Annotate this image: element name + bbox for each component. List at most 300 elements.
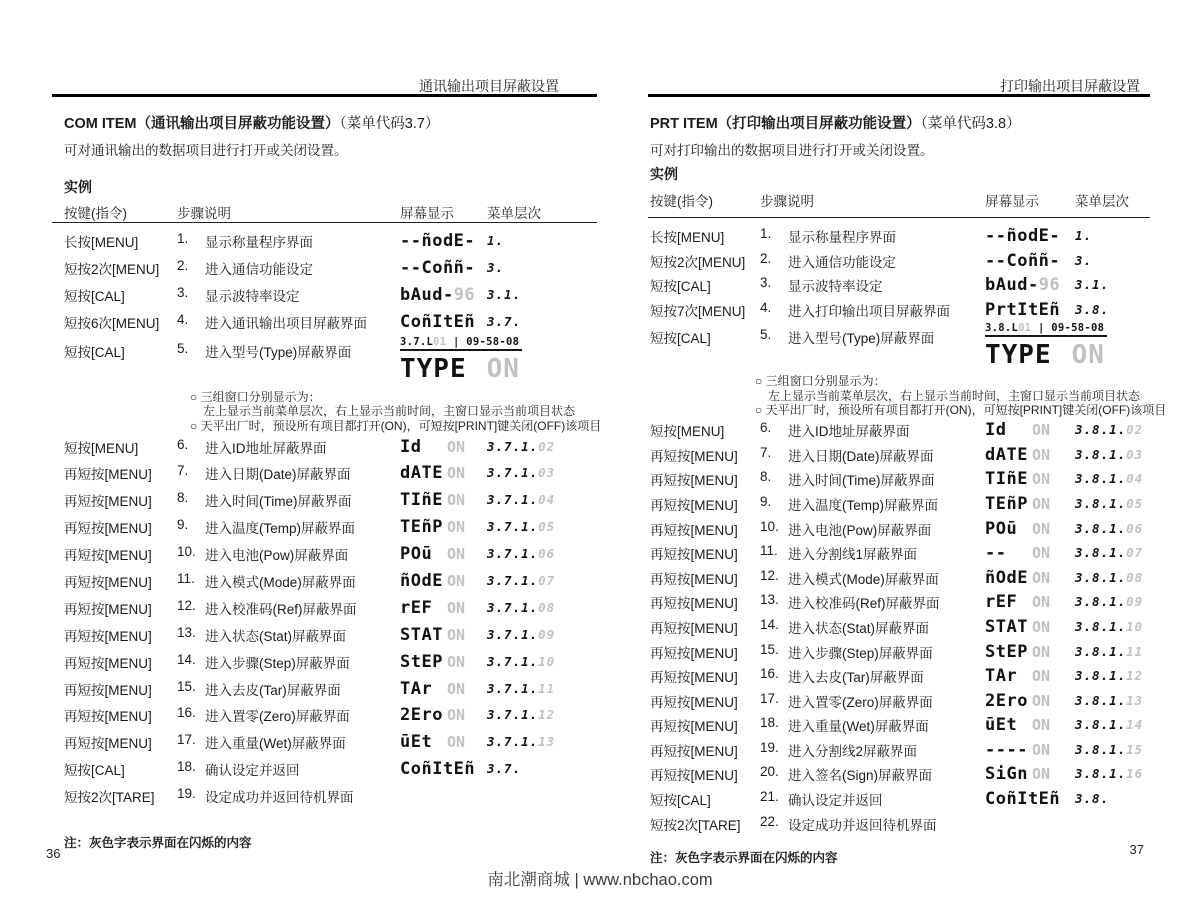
lcd-segment: 3.8.L	[985, 322, 1019, 335]
menu-code	[487, 546, 555, 561]
lcd-item-name: POū	[985, 518, 1018, 539]
display-cell	[400, 336, 609, 384]
lcd-segment: --ñodE-	[985, 226, 1061, 247]
step-cell	[177, 786, 400, 806]
key-command-cell: 长按[MENU]	[650, 230, 725, 246]
lcd-display	[985, 666, 1050, 686]
menu-code-base: 3.8.1.	[1075, 471, 1127, 487]
lcd-segment: --ñodE-	[400, 231, 476, 252]
menu-level-cell	[1075, 301, 1152, 319]
menu-level-cell	[487, 313, 609, 331]
section-intro: 可对打印输出的数据项目进行打开或关闭设置。	[650, 143, 934, 158]
step-number: 5.	[760, 327, 772, 343]
table-row	[64, 675, 597, 702]
table-row	[650, 442, 1150, 467]
menu-code	[487, 734, 555, 749]
step-number: 9.	[177, 517, 189, 533]
lcd-display	[400, 732, 465, 752]
display-cell	[400, 463, 487, 483]
menu-code	[1075, 471, 1143, 486]
table-row	[650, 516, 1150, 541]
lcd-segment: TYPE	[400, 353, 467, 384]
menu-level-cell	[1075, 495, 1152, 513]
menu-code-blink: 07	[1126, 545, 1144, 561]
table-row	[64, 433, 597, 460]
step-number: 1.	[177, 231, 189, 247]
menu-code-base: 3.7.1.	[487, 546, 539, 562]
display-cell	[985, 300, 1075, 320]
lcd-segment: PrtItEñ	[985, 300, 1061, 321]
step-text: 设定成功并返回待机界面	[788, 817, 937, 833]
lcd-display	[985, 300, 1060, 320]
step-number: 3.	[760, 275, 772, 291]
lcd-display	[985, 445, 1050, 465]
step-cell	[760, 300, 985, 320]
lcd-on-state: ON	[1032, 667, 1051, 686]
step-text: 显示波特率设定	[205, 289, 300, 305]
blinking-segment: 01	[1018, 322, 1032, 335]
step-number: 6.	[760, 420, 772, 436]
header-rule	[648, 94, 1150, 97]
display-cell	[985, 251, 1075, 271]
key-command-cell: 再短按[MENU]	[64, 521, 152, 537]
key-command-cell: 短按[MENU]	[650, 424, 725, 440]
table-row	[64, 336, 597, 390]
step-number: 17.	[760, 690, 779, 706]
col-key: 按键(指令)	[64, 206, 127, 221]
table-row	[650, 565, 1150, 590]
table-row	[650, 762, 1150, 787]
menu-code	[487, 707, 555, 722]
menu-code	[1075, 668, 1143, 683]
table-row	[650, 467, 1150, 492]
lcd-item-name: POū	[400, 544, 433, 565]
lcd-on-state: ON	[1032, 568, 1051, 587]
lcd-display	[400, 571, 465, 591]
lcd-on-state: ON	[1032, 740, 1051, 759]
menu-code	[487, 519, 555, 534]
step-cell	[177, 258, 400, 278]
lcd-display	[985, 251, 1060, 271]
menu-code-blink: 04	[1126, 471, 1144, 487]
display-cell	[400, 231, 487, 251]
menu-level-cell	[487, 680, 609, 698]
step-number: 19.	[177, 786, 196, 802]
step-text: 进入状态(Stat)屏蔽界面	[788, 620, 930, 636]
menu-code-blink: 06	[1126, 520, 1144, 536]
key-command-cell: 再短按[MENU]	[650, 670, 738, 686]
menu-level-cell	[1075, 569, 1152, 587]
menu-level-cell	[487, 491, 609, 509]
key-command-cell: 再短按[MENU]	[64, 655, 152, 671]
table-row	[64, 228, 597, 255]
col-display: 屏幕显示	[400, 206, 454, 221]
step-text: 进入状态(Stat)屏蔽界面	[205, 628, 347, 644]
lcd-item-name: ūEt	[400, 732, 433, 753]
menu-code-blink: 02	[538, 438, 556, 454]
display-cell	[400, 598, 487, 618]
menu-level-cell	[1075, 421, 1152, 439]
step-text: 进入校准码(Ref)屏蔽界面	[205, 601, 357, 617]
section-title-bold: COM ITEM（通讯输出项目屏蔽功能设置）	[64, 116, 340, 132]
step-cell	[177, 490, 400, 510]
display-cell	[400, 759, 487, 779]
step-text: 进入重量(Wet)屏蔽界面	[205, 736, 346, 752]
section-title-bold: PRT ITEM（打印输出项目屏蔽功能设置）	[650, 116, 921, 132]
display-cell	[985, 666, 1075, 686]
step-text: 显示称量程序界面	[205, 235, 313, 251]
step-cell	[177, 517, 400, 537]
step-text: 进入置零(Zero)屏蔽界面	[205, 709, 350, 725]
key-command-cell: 再短按[MENU]	[64, 548, 152, 564]
step-text: 进入ID地址屏蔽界面	[205, 440, 327, 456]
key-command-cell: 短按2次[MENU]	[64, 262, 160, 278]
lcd-display	[985, 568, 1050, 588]
key-command-cell: 再短按[MENU]	[64, 736, 152, 752]
step-cell	[177, 336, 400, 361]
table-header-rule	[52, 222, 597, 223]
menu-code-blink: 13	[538, 734, 556, 750]
table-row	[64, 514, 597, 541]
step-number: 14.	[760, 616, 779, 632]
step-number: 13.	[760, 592, 779, 608]
display-cell	[400, 705, 487, 725]
col-key: 按键(指令)	[650, 194, 713, 209]
menu-level-cell	[487, 626, 609, 644]
key-command-cell: 再短按[MENU]	[650, 547, 738, 563]
menu-code-base: 3.8.1.	[1075, 520, 1127, 536]
display-cell	[400, 544, 487, 564]
table-row	[650, 738, 1150, 763]
page-37	[648, 0, 1167, 906]
menu-code-base: 3.7.1.	[487, 680, 539, 696]
lcd-item-name: STAT	[400, 624, 443, 645]
lcd-display	[985, 592, 1050, 612]
menu-level-cell	[1075, 227, 1152, 245]
lcd-display	[985, 494, 1050, 514]
lcd-item-name: Id	[985, 420, 1007, 441]
example-label: 实例	[650, 166, 678, 182]
menu-level-cell	[487, 653, 609, 671]
menu-level-cell	[1075, 667, 1152, 685]
lcd-item-name: ñOdE	[400, 570, 443, 591]
step-number: 11.	[760, 543, 778, 559]
menu-code	[1075, 717, 1143, 732]
lcd-item-name: TAr	[985, 666, 1018, 687]
note-line: ○ 三组窗口分别显示为：	[755, 374, 886, 389]
display-cell	[985, 275, 1075, 295]
menu-code-blink: 10	[538, 653, 556, 669]
running-header: 打印输出项目屏蔽设置	[1000, 78, 1140, 94]
lcd-item-name: TEñP	[985, 493, 1028, 514]
display-cell	[400, 312, 487, 332]
table-row	[64, 541, 597, 568]
menu-level-cell	[1075, 741, 1152, 759]
lcd-main-display	[400, 354, 609, 384]
lcd-item-name: StEP	[985, 641, 1028, 662]
menu-code	[487, 260, 504, 275]
lcd-on-state: ON	[447, 518, 466, 537]
key-command-cell: 短按2次[TARE]	[64, 790, 155, 806]
step-number: 4.	[760, 300, 772, 316]
step-text: 进入型号(Type)屏蔽界面	[788, 331, 935, 347]
menu-code-base: 3.7.1.	[487, 438, 539, 454]
key-command-cell: 短按[CAL]	[650, 331, 711, 347]
step-cell	[177, 463, 400, 483]
menu-code-base: 3.8.1.	[1075, 692, 1127, 708]
menu-code-blink: 10	[1126, 618, 1144, 634]
lcd-display	[985, 226, 1060, 246]
menu-level-cell	[487, 733, 609, 751]
menu-code-base: 3.7.1.	[487, 653, 539, 669]
menu-code-base: 3.	[1075, 252, 1093, 268]
step-cell	[760, 251, 985, 271]
key-command-cell: 再短按[MENU]	[650, 448, 738, 464]
table-row	[650, 224, 1150, 249]
menu-code	[487, 314, 521, 329]
note-line: ○ 天平出厂时，预设所有项目都打开(ON)，可短按[PRINT]键关闭(OFF)该项目	[755, 403, 1167, 418]
menu-code-blink: 03	[538, 465, 556, 481]
step-text: 进入通讯输出项目屏蔽界面	[205, 316, 367, 332]
table-header	[650, 190, 1150, 210]
menu-code	[1075, 545, 1143, 560]
lcd-display	[985, 715, 1050, 735]
key-command-cell: 再短按[MENU]	[64, 682, 152, 698]
step-text: 进入ID地址屏蔽界面	[788, 424, 910, 440]
gray-text-note: 注：灰色字表示界面在闪烁的内容	[650, 851, 838, 865]
key-command-cell: 再短按[MENU]	[650, 620, 738, 636]
table-row	[64, 756, 597, 783]
lcd-item-name: rEF	[985, 592, 1018, 613]
step-number: 9.	[760, 493, 772, 509]
section-title-code: （菜单代码3.8）	[920, 116, 1021, 132]
lcd-on-state: ON	[447, 706, 466, 725]
key-command-cell: 短按6次[MENU]	[64, 316, 160, 332]
key-command-cell: 短按[CAL]	[64, 344, 125, 360]
menu-code	[1075, 594, 1143, 609]
lcd-display	[985, 519, 1050, 539]
display-cell	[985, 691, 1075, 711]
lcd-item-name: Id	[400, 436, 422, 457]
step-cell	[760, 814, 985, 834]
lcd-display	[985, 543, 1050, 563]
menu-code-base: 3.7.1.	[487, 626, 539, 642]
step-cell	[760, 322, 985, 347]
lcd-display	[985, 789, 1060, 809]
table-row	[650, 590, 1150, 615]
step-number: 19.	[760, 739, 779, 755]
lcd-item-name: 2Ero	[400, 705, 443, 726]
lcd-display	[985, 420, 1050, 440]
lcd-segment: CoñItEñ	[400, 759, 476, 780]
step-cell	[760, 226, 985, 246]
step-text: 确认设定并返回	[788, 793, 883, 809]
menu-code-blink: 13	[1126, 692, 1144, 708]
menu-code	[487, 492, 555, 507]
display-cell	[400, 679, 487, 699]
menu-code-base: 3.8.1.	[1075, 668, 1127, 684]
lcd-item-name: TAr	[400, 678, 433, 699]
display-cell	[400, 625, 487, 645]
step-number: 8.	[760, 469, 772, 485]
step-number: 10.	[177, 544, 196, 560]
step-cell	[760, 445, 985, 465]
menu-level-cell	[1075, 790, 1152, 808]
lcd-on-state: ON	[1032, 544, 1051, 563]
key-command-cell: 再短按[MENU]	[64, 494, 152, 510]
menu-code-base: 3.7.1.	[487, 707, 539, 723]
step-text: 进入电池(Pow)屏蔽界面	[205, 548, 349, 564]
step-text: 进入步骤(Step)屏蔽界面	[205, 655, 350, 671]
lcd-segment: |	[1031, 322, 1052, 335]
lcd-on-state: ON	[1032, 691, 1051, 710]
table-row	[650, 298, 1150, 323]
menu-code	[1075, 644, 1143, 659]
display-cell	[985, 445, 1075, 465]
step-number: 15.	[177, 678, 196, 694]
display-cell	[985, 519, 1075, 539]
step-cell	[760, 592, 985, 612]
site-footer: 南北潮商城 | www.nbchao.com	[487, 871, 713, 889]
gray-text-note: 注：灰色字表示界面在闪烁的内容	[64, 836, 252, 850]
step-number: 3.	[177, 285, 189, 301]
lcd-segment: 09-58-08	[1051, 322, 1105, 335]
menu-code	[487, 600, 555, 615]
step-text: 显示波特率设定	[788, 279, 883, 295]
display-cell	[985, 226, 1075, 246]
lcd-item-name: dATE	[985, 444, 1028, 465]
lcd-display	[400, 437, 465, 457]
menu-code-base: 3.8.1.	[1075, 495, 1127, 511]
display-cell	[985, 789, 1075, 809]
menu-level-cell	[487, 286, 609, 304]
key-command-cell: 再短按[MENU]	[650, 768, 738, 784]
menu-code-blink: 16	[1126, 766, 1144, 782]
menu-code-base: 3.8.1.	[1075, 569, 1127, 585]
menu-level-cell	[1075, 544, 1152, 562]
menu-code	[1075, 791, 1109, 806]
section-title	[64, 112, 439, 133]
menu-code	[1075, 570, 1143, 585]
key-command-cell: 短按7次[MENU]	[650, 304, 746, 320]
step-cell	[760, 789, 985, 809]
menu-level-cell	[1075, 643, 1152, 661]
lcd-display	[400, 258, 475, 278]
lcd-segment: CoñItEñ	[985, 789, 1061, 810]
step-cell	[760, 519, 985, 539]
step-cell	[177, 598, 400, 618]
key-command-cell: 再短按[MENU]	[64, 467, 152, 483]
menu-code-base: 3.8.1.	[1075, 643, 1127, 659]
step-text: 进入重量(Wet)屏蔽界面	[788, 719, 929, 735]
step-text: 进入分割线2屏蔽界面	[788, 743, 918, 759]
example-label: 实例	[64, 179, 92, 195]
step-cell	[177, 544, 400, 564]
lcd-on-state: ON	[1032, 593, 1051, 612]
table-row	[64, 282, 597, 309]
step-cell	[760, 740, 985, 760]
step-number: 6.	[177, 436, 189, 452]
menu-level-cell	[487, 464, 609, 482]
display-cell	[985, 543, 1075, 563]
lcd-segment: bAud-	[985, 275, 1039, 296]
menu-code-base: 3.7.	[487, 314, 522, 330]
steps-table	[64, 228, 602, 810]
step-cell	[177, 732, 400, 752]
table-row	[650, 492, 1150, 517]
step-text: 进入步骤(Step)屏蔽界面	[788, 645, 933, 661]
lcd-on-state: ON	[1032, 765, 1051, 784]
step-text: 进入打印输出项目屏蔽界面	[788, 304, 950, 320]
table-row	[64, 487, 597, 514]
note-line: 左上显示当前菜单层次，右上显示当前时间，主窗口显示当前项目状态	[203, 404, 576, 419]
step-text: 进入型号(Type)屏蔽界面	[205, 344, 352, 360]
step-cell	[177, 437, 400, 457]
lcd-on-state: ON	[1032, 642, 1051, 661]
menu-code-base: 3.7.	[487, 761, 522, 777]
display-cell	[400, 285, 487, 305]
table-row	[650, 615, 1150, 640]
step-number: 10.	[760, 518, 779, 534]
step-cell	[177, 759, 400, 779]
lcd-segment: 09-58-08	[466, 335, 520, 348]
lcd-item-name: StEP	[400, 651, 443, 672]
step-number: 15.	[760, 641, 779, 657]
key-command-cell: 再短按[MENU]	[650, 473, 738, 489]
lcd-on-state: ON	[447, 733, 466, 752]
lcd-main-display	[985, 340, 1152, 370]
table-row	[650, 273, 1150, 298]
step-cell	[760, 666, 985, 686]
menu-code	[1075, 521, 1143, 536]
menu-code-base: 3.8.	[1075, 302, 1110, 318]
step-cell	[760, 494, 985, 514]
menu-level-cell	[1075, 692, 1152, 710]
table-row	[650, 811, 1150, 836]
key-command-cell: 短按2次[TARE]	[650, 817, 741, 833]
step-number: 16.	[760, 666, 779, 682]
lcd-on-state: ON	[1032, 494, 1051, 513]
section-title-code: （菜单代码3.7）	[339, 116, 440, 132]
step-cell	[760, 420, 985, 440]
lcd-display	[400, 652, 465, 672]
key-command-cell: 再短按[MENU]	[64, 709, 152, 725]
step-number: 11.	[177, 570, 195, 586]
menu-code	[1075, 766, 1143, 781]
lcd-display	[985, 469, 1050, 489]
menu-level-cell	[487, 599, 609, 617]
step-cell	[760, 469, 985, 489]
menu-level-cell	[487, 518, 609, 536]
menu-code	[487, 761, 521, 776]
menu-level-cell	[487, 572, 609, 590]
step-text: 进入日期(Date)屏蔽界面	[788, 448, 934, 464]
lcd-on-state: ON	[447, 571, 466, 590]
lcd-display	[400, 517, 465, 537]
note-line: ○ 天平出厂时，预设所有项目都打开(ON)，可短按[PRINT]键关闭(OFF)该项目	[190, 418, 602, 433]
lcd-segment: --Coññ-	[985, 250, 1061, 271]
display-cell	[400, 258, 487, 278]
step-text: 进入通信功能设定	[788, 254, 896, 270]
menu-code-blink: 15	[1126, 741, 1144, 757]
lcd-display	[400, 231, 475, 251]
step-text: 显示称量程序界面	[788, 230, 896, 246]
menu-code-base: 1.	[487, 233, 505, 249]
step-text: 进入校准码(Ref)屏蔽界面	[788, 596, 940, 612]
step-text: 进入温度(Temp)屏蔽界面	[205, 521, 356, 537]
key-command-cell: 再短按[MENU]	[650, 719, 738, 735]
lcd-item-name: ----	[985, 739, 1028, 760]
